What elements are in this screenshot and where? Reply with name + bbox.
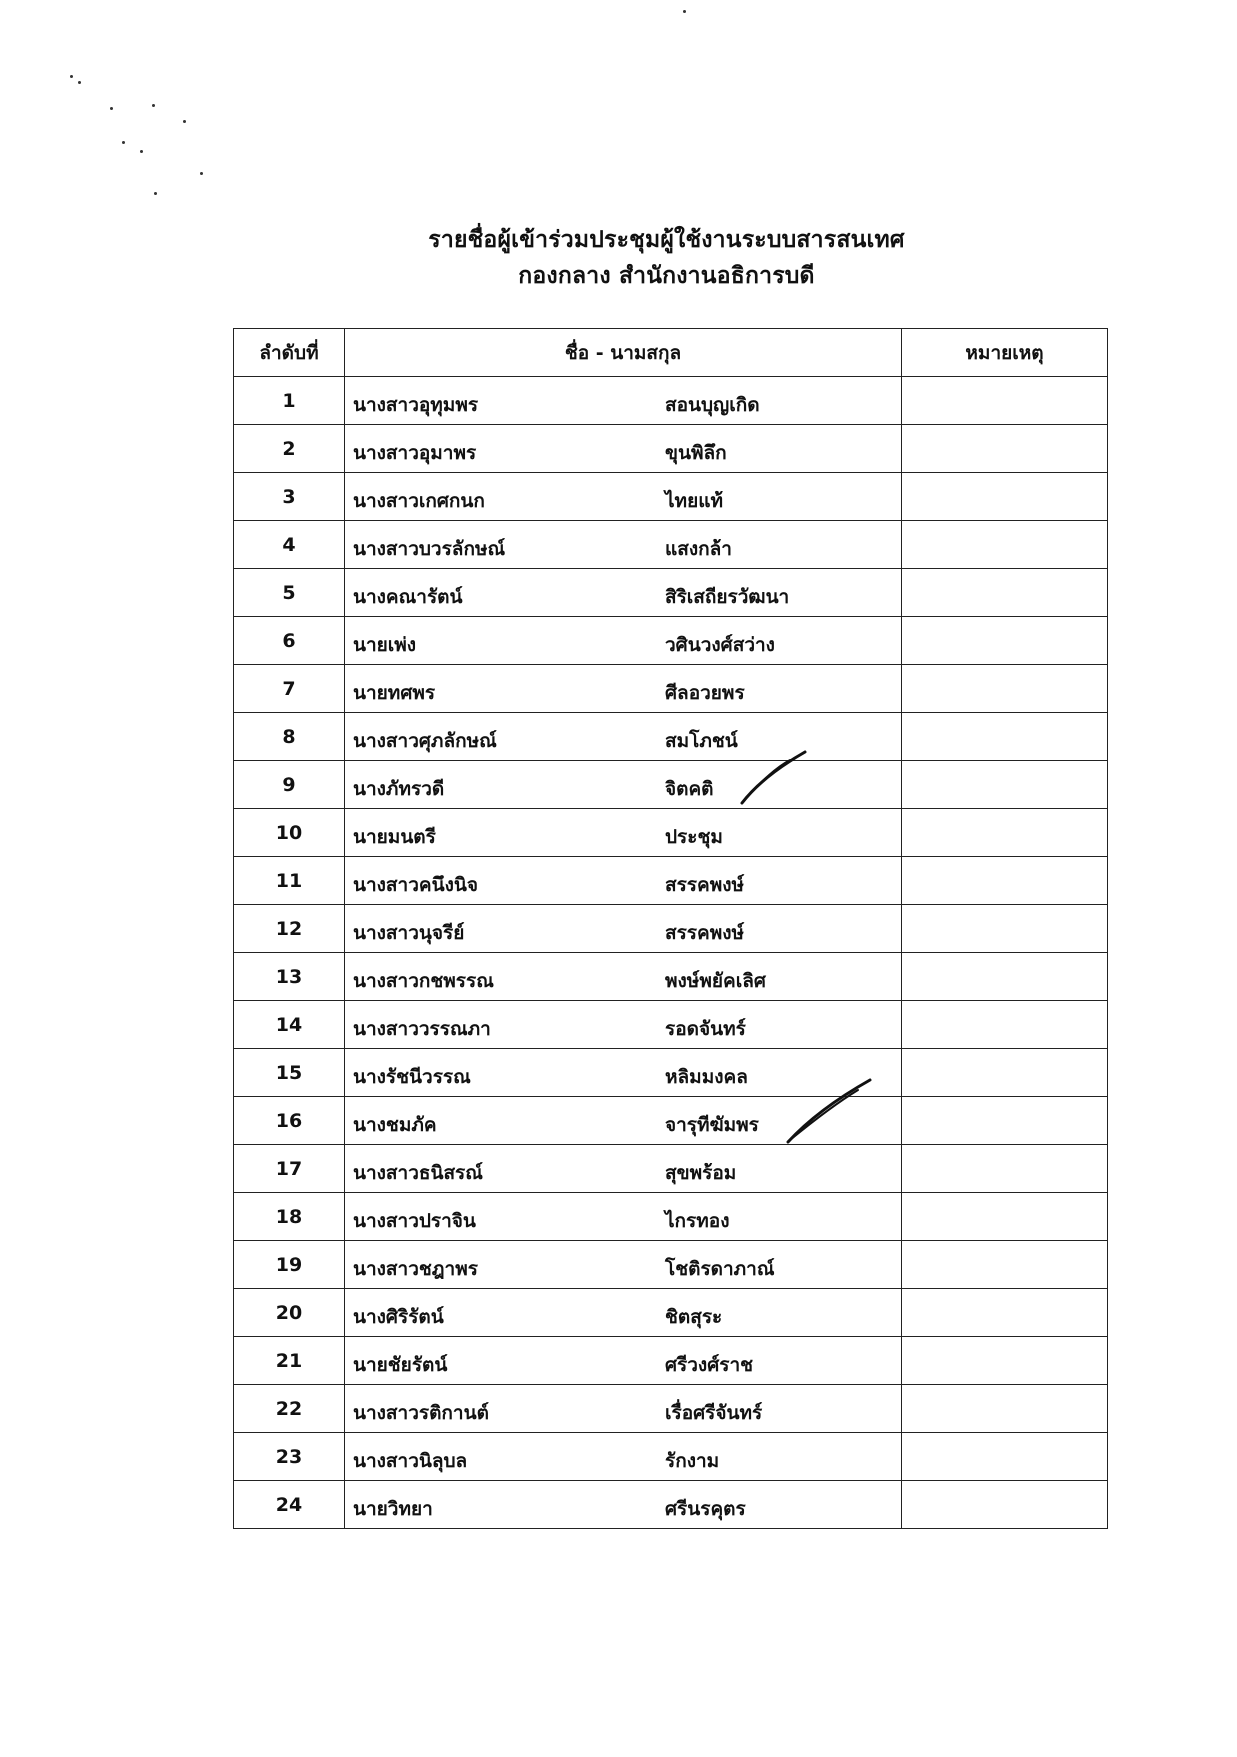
name-cell (345, 1289, 902, 1337)
remark-cell (902, 377, 1108, 425)
table-row (234, 473, 1108, 521)
row-number: 8 (234, 713, 345, 761)
column-header-number: ลำดับที่ (234, 329, 345, 377)
remark-cell (902, 1049, 1108, 1097)
name-cell (345, 1385, 902, 1433)
table-row (234, 953, 1108, 1001)
column-header-remark: หมายเหตุ (902, 329, 1108, 377)
name-cell (345, 1049, 902, 1097)
first-name: นางสาวศุภลักษณ์ (353, 730, 497, 752)
first-name: นางรัชนีวรรณ (353, 1066, 471, 1088)
first-name: นางคณารัตน์ (353, 586, 463, 608)
table-row (234, 1241, 1108, 1289)
remark-cell (902, 857, 1108, 905)
row-number: 12 (234, 905, 345, 953)
last-name: พงษ์พยัคเลิศ (665, 970, 766, 992)
first-name: นายชัยรัตน์ (353, 1354, 448, 1376)
row-number: 19 (234, 1241, 345, 1289)
name-cell (345, 953, 902, 1001)
table-row (234, 1097, 1108, 1145)
row-number: 22 (234, 1385, 345, 1433)
row-number: 6 (234, 617, 345, 665)
last-name: รักงาม (665, 1450, 720, 1472)
table-row (234, 569, 1108, 617)
remark-cell (902, 1289, 1108, 1337)
table-row (234, 1385, 1108, 1433)
remark-cell (902, 1145, 1108, 1193)
table-row (234, 905, 1108, 953)
first-name: นางสาวชฎาพร (353, 1258, 478, 1280)
first-name: นางสาวเกศกนก (353, 490, 485, 512)
remark-cell (902, 617, 1108, 665)
row-number: 10 (234, 809, 345, 857)
last-name: ชิตสุระ (665, 1306, 723, 1328)
name-cell (345, 761, 902, 809)
last-name: เรื่อศรีจันทร์ (665, 1402, 763, 1424)
name-cell (345, 425, 902, 473)
name-cell (345, 1193, 902, 1241)
row-number: 13 (234, 953, 345, 1001)
row-number: 1 (234, 377, 345, 425)
remark-cell (902, 1481, 1108, 1529)
last-name: ศรีวงศ์ราช (665, 1354, 754, 1376)
last-name: สมโภชน์ (665, 730, 738, 752)
first-name: นางสาวรติกานต์ (353, 1402, 489, 1424)
name-cell (345, 1337, 902, 1385)
remark-cell (902, 569, 1108, 617)
row-number: 9 (234, 761, 345, 809)
name-cell (345, 521, 902, 569)
first-name: นางสาวนิลุบล (353, 1450, 468, 1472)
row-number: 17 (234, 1145, 345, 1193)
name-cell (345, 905, 902, 953)
last-name: สรรคพงษ์ (665, 922, 745, 944)
name-cell (345, 617, 902, 665)
first-name: นางสาวปราจิน (353, 1210, 476, 1232)
table-header-row (234, 329, 1108, 377)
first-name: นายมนตรี (353, 826, 436, 848)
row-number: 14 (234, 1001, 345, 1049)
remark-cell (902, 1001, 1108, 1049)
name-cell (345, 713, 902, 761)
name-cell (345, 377, 902, 425)
first-name: นายทศพร (353, 682, 436, 704)
row-number: 23 (234, 1433, 345, 1481)
table-row (234, 1433, 1108, 1481)
table-row (234, 617, 1108, 665)
name-cell (345, 1433, 902, 1481)
first-name: นางสาวกชพรรณ (353, 970, 494, 992)
first-name: นางชมภัค (353, 1114, 437, 1136)
row-number: 2 (234, 425, 345, 473)
remark-cell (902, 905, 1108, 953)
remark-cell (902, 953, 1108, 1001)
last-name: หลิมมงคล (665, 1066, 748, 1088)
attendee-table (233, 328, 1108, 1529)
row-number: 21 (234, 1337, 345, 1385)
row-number: 5 (234, 569, 345, 617)
row-number: 7 (234, 665, 345, 713)
last-name: ศรีนรคุตร (665, 1498, 746, 1520)
last-name: สุขพร้อม (665, 1162, 737, 1184)
table-row (234, 377, 1108, 425)
table-row (234, 857, 1108, 905)
table-row (234, 1289, 1108, 1337)
name-cell (345, 809, 902, 857)
table-row (234, 1001, 1108, 1049)
row-number: 20 (234, 1289, 345, 1337)
remark-cell (902, 1385, 1108, 1433)
last-name: ประชุม (665, 826, 723, 848)
document-title-line2: กองกลาง สำนักงานอธิการบดี (518, 263, 815, 289)
remark-cell (902, 473, 1108, 521)
remark-cell (902, 665, 1108, 713)
last-name: วศินวงศ์สว่าง (665, 634, 775, 656)
first-name: นางสาววรรณภา (353, 1018, 491, 1040)
last-name: สิริเสถียรวัฒนา (665, 586, 790, 608)
first-name: นางสาวนุจรีย์ (353, 922, 465, 944)
table-row (234, 713, 1108, 761)
remark-cell (902, 425, 1108, 473)
column-header-name: ชื่อ - นามสกุล (345, 329, 902, 377)
table-row (234, 1337, 1108, 1385)
last-name: รอดจันทร์ (665, 1018, 746, 1040)
table-row (234, 1049, 1108, 1097)
row-number: 18 (234, 1193, 345, 1241)
last-name: จิตคติ (665, 778, 714, 800)
name-cell (345, 857, 902, 905)
name-cell (345, 1241, 902, 1289)
first-name: นางศิริรัตน์ (353, 1306, 444, 1328)
first-name: นางภัทรวดี (353, 778, 445, 800)
row-number: 3 (234, 473, 345, 521)
table-row (234, 1193, 1108, 1241)
row-number: 4 (234, 521, 345, 569)
table-row (234, 761, 1108, 809)
last-name: ขุนพิลึก (665, 442, 727, 464)
first-name: นางสาวธนิสรณ์ (353, 1162, 483, 1184)
remark-cell (902, 1097, 1108, 1145)
row-number: 16 (234, 1097, 345, 1145)
remark-cell (902, 809, 1108, 857)
last-name: สอนบุญเกิด (665, 394, 760, 416)
name-cell (345, 1001, 902, 1049)
last-name: จารุทีฆัมพร (665, 1114, 759, 1136)
table-row (234, 665, 1108, 713)
last-name: ศีลอวยพร (665, 682, 745, 704)
table-row (234, 521, 1108, 569)
first-name: นายวิทยา (353, 1498, 433, 1520)
last-name: ไทยแท้ (665, 490, 723, 512)
first-name: นางสาวคนึงนิจ (353, 874, 478, 896)
first-name: นายเพ่ง (353, 634, 417, 656)
name-cell (345, 1145, 902, 1193)
name-cell (345, 1097, 902, 1145)
table-row (234, 809, 1108, 857)
remark-cell (902, 1433, 1108, 1481)
name-cell (345, 665, 902, 713)
remark-cell (902, 1193, 1108, 1241)
last-name: แสงกล้า (665, 538, 732, 560)
table-row (234, 1145, 1108, 1193)
table-row (234, 1481, 1108, 1529)
row-number: 24 (234, 1481, 345, 1529)
row-number: 11 (234, 857, 345, 905)
name-cell (345, 569, 902, 617)
name-cell (345, 473, 902, 521)
document-title-line1: รายชื่อผู้เข้าร่วมประชุมผู้ใช้งานระบบสารสนเทศ (428, 227, 905, 253)
row-number: 15 (234, 1049, 345, 1097)
first-name: นางสาวบวรลักษณ์ (353, 538, 506, 560)
last-name: ไกรทอง (665, 1210, 730, 1232)
last-name: สรรคพงษ์ (665, 874, 745, 896)
remark-cell (902, 1241, 1108, 1289)
table-row (234, 425, 1108, 473)
remark-cell (902, 713, 1108, 761)
first-name: นางสาวอุทุมพร (353, 394, 479, 416)
name-cell (345, 1481, 902, 1529)
remark-cell (902, 761, 1108, 809)
last-name: โชติรดาภาณ์ (665, 1258, 775, 1280)
remark-cell (902, 521, 1108, 569)
remark-cell (902, 1337, 1108, 1385)
first-name: นางสาวอุมาพร (353, 442, 477, 464)
